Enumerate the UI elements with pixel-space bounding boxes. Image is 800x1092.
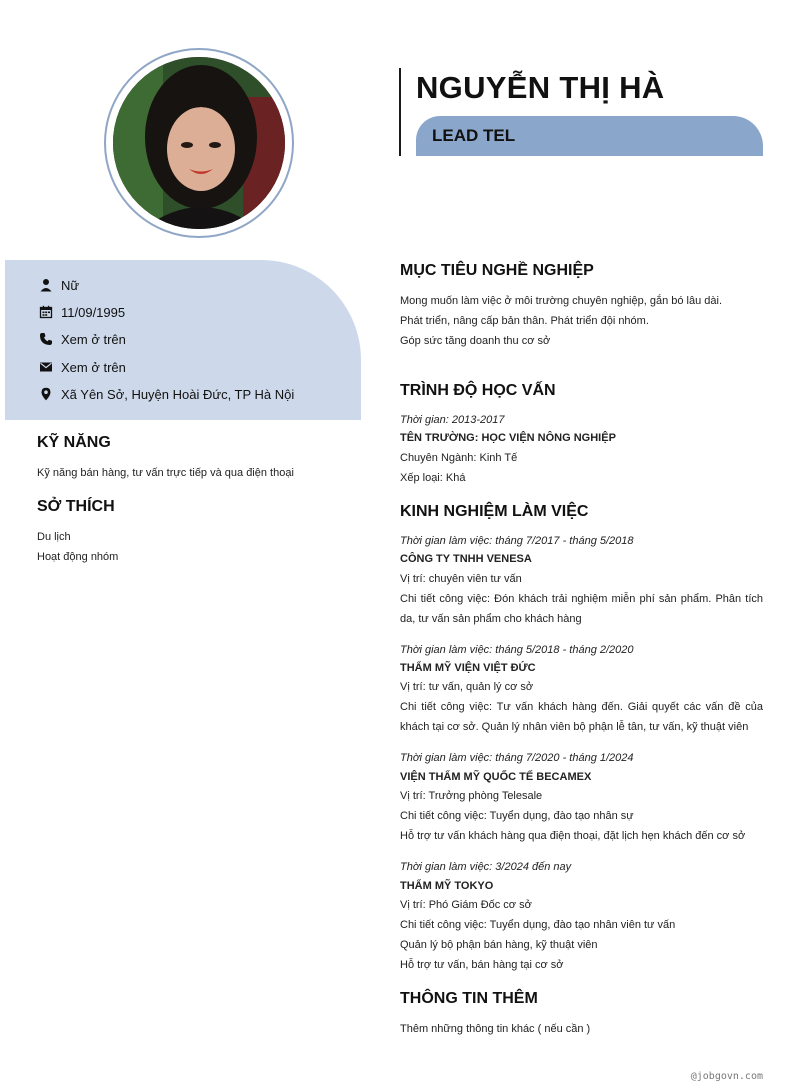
candidate-role: LEAD TEL [432, 126, 516, 145]
job-company: THẨM MỸ VIỆN VIỆT ĐỨC [400, 662, 536, 674]
job-position: Vị trí: Phó Giám Đốc cơ sở [400, 899, 532, 911]
job-extra: Quản lý bộ phận bán hàng, kỹ thuật viên [400, 939, 598, 951]
contact-phone [39, 329, 126, 349]
education-rank: Xếp loại: Khá [400, 472, 466, 484]
job-company: VIỆN THẨM MỸ QUỐC TẾ BECAMEX [400, 771, 592, 783]
job-detail: Chi tiết công việc: Tư vấn khách hàng đến. Giải quyết các vấn đề của khách tại cơ sở. Quản lý nhân viên bộ phận lễ tân, tư vấn, kỹ thuật viên [400, 701, 763, 733]
more-info-title: THÔNG TIN THÊM [400, 990, 538, 1007]
objective-line: Mong muốn làm việc ở môi trường chuyên nghiệp, gắn bó lâu dài. [400, 295, 723, 307]
contact-gender [39, 275, 79, 295]
job-extra: Hỗ trợ tư vấn khách hàng qua điện thoại, đặt lịch hẹn khách đến cơ sở [400, 830, 746, 842]
mail-icon [39, 360, 53, 374]
skill-item: Kỹ năng bán hàng, tư vấn trực tiếp và qua điện thoại [37, 467, 294, 479]
job-position: Vị trí: Trưởng phòng Telesale [400, 790, 543, 802]
job-position: Vị trí: chuyên viên tư vấn [400, 573, 522, 585]
hobbies-title: SỞ THÍCH [37, 498, 115, 515]
job-position: Vị trí: tư vấn, quản lý cơ sở [400, 681, 534, 693]
contact-address [39, 384, 294, 404]
contact-email [39, 357, 126, 377]
location-pin-icon [39, 387, 53, 401]
job-detail: Chi tiết công việc: Tuyển dụng, đào tạo nhân sự [400, 810, 634, 822]
education-time: Thời gian: 2013-2017 [400, 414, 505, 426]
experience-title: KINH NGHIỆM LÀM VIỆC [400, 503, 589, 520]
job-time: Thời gian làm việc: tháng 7/2017 - tháng 5/2018 [400, 535, 634, 547]
candidate-name: NGUYỄN THỊ HÀ [416, 70, 665, 105]
objective-line: Góp sức tăng doanh thu cơ sở [400, 335, 551, 347]
contact-birthday [39, 302, 125, 322]
person-icon [39, 278, 53, 292]
job-company: THẨM MỸ TOKYO [400, 880, 494, 892]
job-detail: Chi tiết công việc: Tuyển dụng, đào tạo nhân viên tư vấn [400, 919, 676, 931]
job-company: CÔNG TY TNHH VENESA [400, 553, 532, 565]
job-extra: Hỗ trợ tư vấn, bán hàng tại cơ sở [400, 959, 564, 971]
address-value: Xã Yên Sở, Huyện Hoài Đức, TP Hà Nội [61, 386, 295, 402]
objective-line: Phát triển, nâng cấp bản thân. Phát triển đội nhóm. [400, 315, 649, 327]
profile-photo-frame [104, 48, 294, 238]
education-school: TÊN TRƯỜNG: HỌC VIỆN NÔNG NGHIỆP [400, 432, 616, 444]
email-value: Xem ở trên [61, 359, 126, 375]
birthday-value: 11/09/1995 [61, 304, 126, 320]
more-info-text: Thêm những thông tin khác ( nếu cần ) [400, 1023, 591, 1035]
job-detail: Chi tiết công việc: Đón khách trải nghiệm miễn phí sản phẩm. Phân tích da, tư vấn sản phẩm cho khách hàng [400, 593, 763, 625]
gender-value: Nữ [61, 277, 80, 293]
phone-icon [39, 332, 53, 346]
education-title: TRÌNH ĐỘ HỌC VẤN [400, 382, 556, 399]
job-time: Thời gian làm việc: tháng 5/2018 - tháng 2/2020 [400, 644, 634, 656]
hobby-item: Hoạt động nhóm [37, 551, 119, 563]
skills-title: KỸ NĂNG [37, 434, 111, 451]
objective-title: MỤC TIÊU NGHỀ NGHIỆP [400, 262, 594, 279]
role-banner [416, 116, 763, 156]
education-major: Chuyên Ngành: Kinh Tế [400, 452, 518, 464]
profile-photo-illustration [113, 57, 285, 229]
contact-panel [5, 260, 361, 420]
hobby-item: Du lịch [37, 531, 71, 543]
job-time: Thời gian làm việc: tháng 7/2020 - tháng 1/2024 [400, 752, 634, 764]
phone-value: Xem ở trên [61, 331, 126, 347]
watermark: @jobgovn.com [690, 1071, 763, 1082]
calendar-icon [39, 305, 53, 319]
job-time: Thời gian làm việc: 3/2024 đến nay [400, 861, 572, 873]
profile-photo [113, 57, 285, 229]
name-divider [399, 68, 401, 156]
